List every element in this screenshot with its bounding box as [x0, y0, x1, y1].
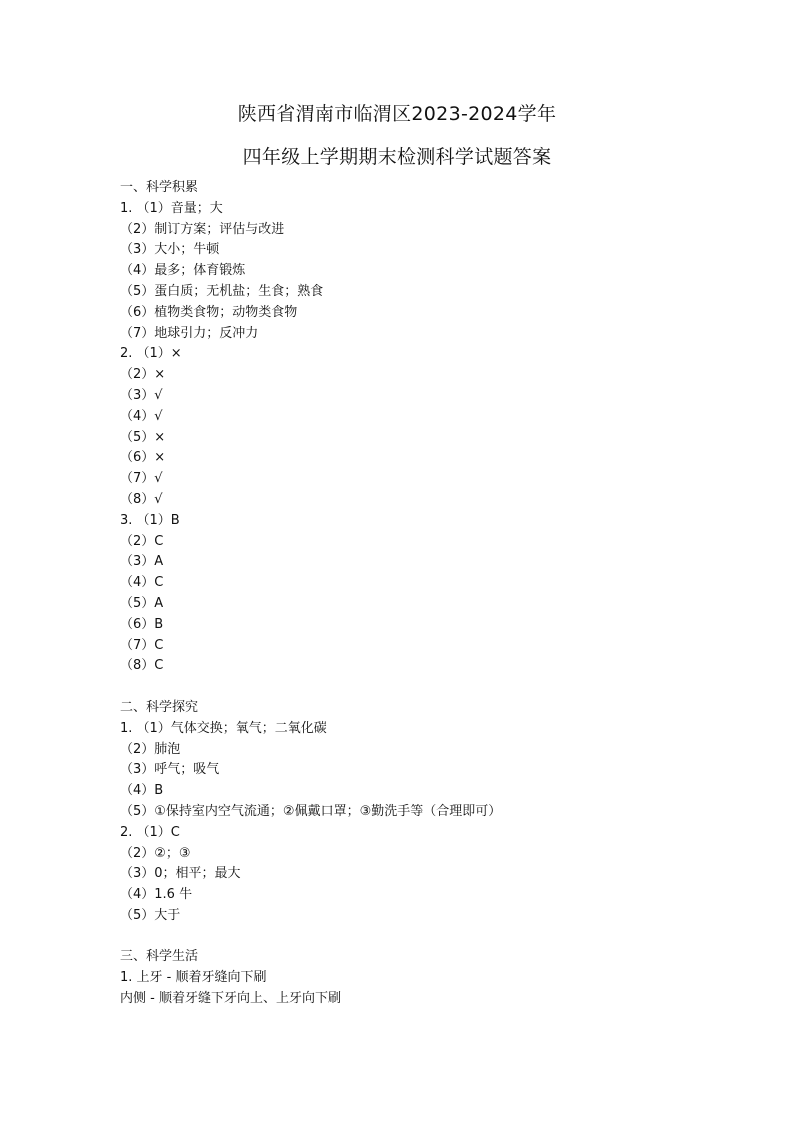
answer-line: 2. （1）×	[120, 346, 182, 362]
section-spacer	[120, 927, 680, 948]
section-heading-2: 二、科学探究	[120, 699, 199, 715]
answer-line: （2）C	[120, 533, 164, 549]
answer-line: 2. （1）C	[120, 824, 180, 840]
answer-line: （6）B	[120, 616, 164, 632]
section-heading-3: 三、科学生活	[120, 949, 199, 965]
answer-line: （2）②；③	[120, 845, 191, 861]
answer-line: （7）地球引力；反冲力	[120, 325, 259, 341]
answer-content	[120, 178, 680, 1010]
answer-line: （5）×	[120, 429, 166, 445]
document-title-line2: 四年级上学期期末检测科学试题答案	[242, 146, 552, 168]
answer-line: （3）呼气；吸气	[120, 762, 220, 778]
answer-line: （2）×	[120, 367, 166, 383]
answer-line: （3）0；相平；最大	[120, 866, 241, 882]
answer-line: （5）①保持室内空气流通；②佩戴口罩；③勤洗手等（合理即可）	[120, 803, 502, 819]
answer-line: （6）植物类食物；动物类食物	[120, 304, 298, 320]
answer-line: 3. （1）B	[120, 512, 180, 528]
answer-line: （5）蛋白质；无机盐；生食；熟食	[120, 283, 324, 299]
section-heading-1: 一、科学积累	[120, 180, 199, 195]
answer-line: （3）√	[120, 387, 163, 403]
answer-line: 1. 上牙 - 顺着牙缝向下刷	[120, 970, 267, 986]
answer-line: （4）1.6 牛	[120, 887, 193, 903]
answer-line: 1. （1）气体交换；氧气；二氧化碳	[120, 720, 327, 736]
answer-line: （5）A	[120, 595, 164, 611]
answer-line: （4）B	[120, 783, 164, 799]
answer-line: （8）√	[120, 491, 163, 507]
answer-line: （4）最多；体育锻炼	[120, 263, 246, 279]
answer-line: （7）C	[120, 637, 164, 653]
answer-line: （3）大小；牛顿	[120, 242, 220, 258]
answer-line: 内侧 - 顺着牙缝下牙向上、上牙向下刷	[120, 991, 341, 1007]
answer-line: （4）√	[120, 408, 163, 424]
answer-line: （4）C	[120, 575, 164, 591]
answer-line: （2）制订方案；评估与改进	[120, 221, 285, 237]
answer-line: （6）×	[120, 450, 166, 466]
answer-line: （2）肺泡	[120, 741, 181, 757]
answer-line: （8）C	[120, 658, 164, 674]
answer-line: （5）大于	[120, 907, 181, 923]
answer-line: （7）√	[120, 471, 163, 487]
answer-line: （3）A	[120, 554, 164, 570]
document-title-line1: 陕西省渭南市临渭区2023-2024学年	[237, 103, 557, 125]
answer-line: 1. （1）音量；大	[120, 200, 223, 216]
section-spacer	[120, 677, 680, 698]
